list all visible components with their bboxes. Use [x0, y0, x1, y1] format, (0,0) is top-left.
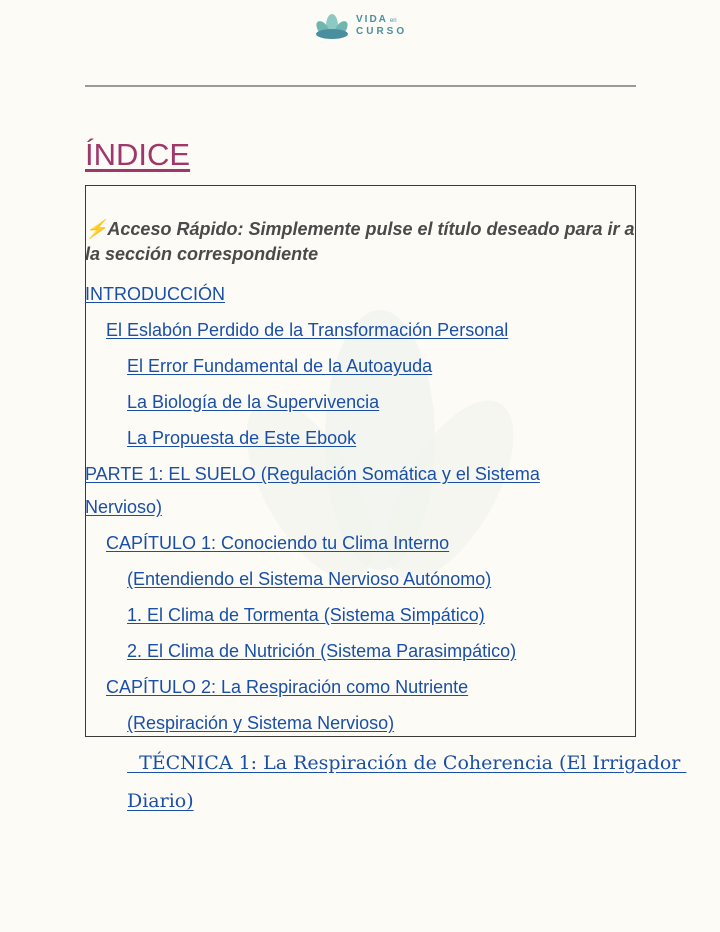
toc-link-biologia[interactable]: La Biología de la Supervivencia [127, 392, 380, 412]
logo-en-text: en [389, 18, 397, 24]
toc-link-capitulo-2[interactable]: CAPÍTULO 2: La Respiración como Nutriente [106, 677, 469, 697]
toc-link-tecnica-1-line2[interactable]: Diario) [127, 790, 194, 812]
toc-link-propuesta[interactable]: La Propuesta de Este Ebook [127, 428, 357, 448]
page-title: ÍNDICE [85, 137, 191, 172]
brand-logo [312, 12, 407, 40]
toc-link-capitulo-1[interactable]: CAPÍTULO 1: Conociendo tu Clima Interno [106, 533, 450, 553]
logo-curso-text: CURSO [356, 26, 408, 37]
toc-link-parte-1-cont[interactable]: Nervioso) [85, 497, 163, 517]
logo-vida-text: VIDA [356, 14, 388, 25]
lotus-icon [312, 12, 352, 40]
toc-link-eslabon-perdido[interactable]: El Eslabón Perdido de la Transformación Personal [106, 320, 509, 340]
toc-link-tecnica-1-line1[interactable]: TÉCNICA 1: La Respiración de Coherencia (El Irrigador [127, 752, 687, 774]
toc-link-error-fundamental[interactable]: El Error Fundamental de la Autoayuda [127, 356, 433, 376]
toc-link-introduccion[interactable]: INTRODUCCIÓN [85, 284, 225, 304]
toc-link-capitulo-2-sub[interactable]: (Respiración y Sistema Nervioso) [127, 713, 395, 733]
toc-link-tecnica-1[interactable] [127, 744, 687, 820]
toc-link-clima-tormenta[interactable]: 1. El Clima de Tormenta (Sistema Simpático) [127, 605, 485, 625]
toc-link-parte-1[interactable]: PARTE 1: EL SUELO (Regulación Somática y el Sistema [85, 464, 540, 484]
quick-access-note: ⚡Acceso Rápido: Simplemente pulse el título deseado para ir a la sección correspondiente [85, 219, 635, 264]
toc-link-capitulo-1-sub[interactable]: (Entendiendo el Sistema Nervioso Autónomo) [127, 569, 492, 589]
header-divider [85, 85, 636, 87]
toc-link-clima-nutricion[interactable]: 2. El Clima de Nutrición (Sistema Parasimpático) [127, 641, 517, 661]
